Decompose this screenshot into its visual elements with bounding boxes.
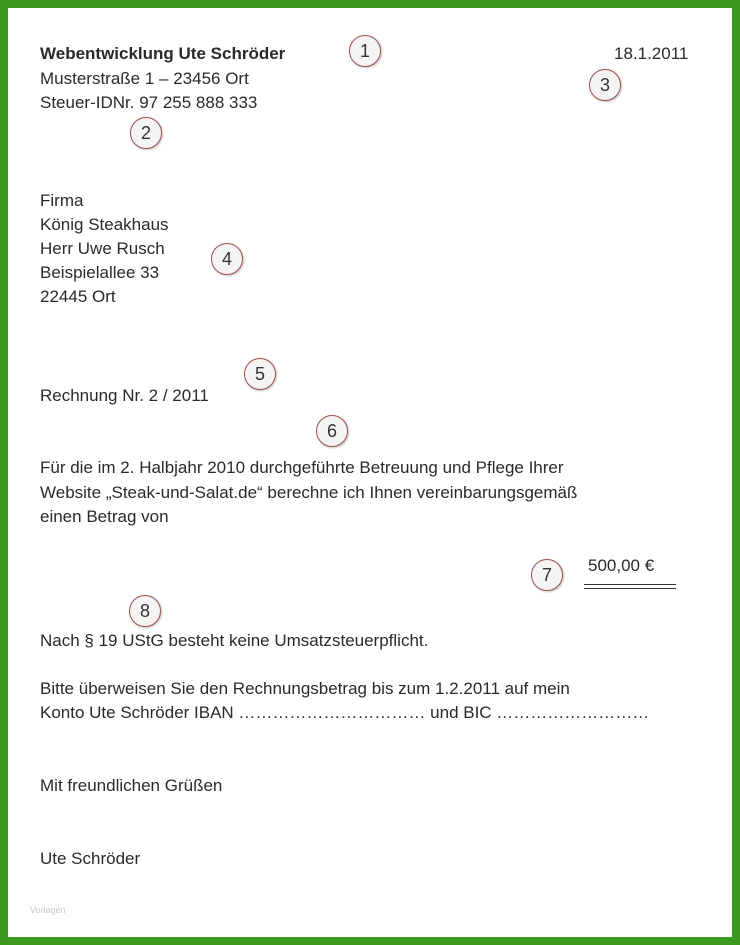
marker-5: 5 (244, 358, 276, 390)
recipient-line: Beispielallee 33 (40, 263, 160, 282)
recipient-line: 22445 Ort (40, 287, 116, 306)
watermark: Vorlagen (30, 905, 66, 915)
marker-4: 4 (211, 243, 243, 275)
invoice-amount: 500,00 € (588, 556, 655, 575)
invoice-date: 18.1.2011 (614, 44, 689, 63)
payment-text-line: Bitte überweisen Sie den Rechnungsbetrag bis zum 1.2.2011 auf mein (40, 679, 570, 698)
sender-tax-id: Steuer-IDNr. 97 255 888 333 (40, 93, 258, 112)
recipient-line: Firma (40, 191, 84, 210)
marker-8: 8 (129, 595, 161, 627)
marker-6: 6 (316, 415, 348, 447)
marker-2: 2 (130, 117, 162, 149)
marker-3: 3 (589, 69, 621, 101)
sender-address: Musterstraße 1 – 23456 Ort (40, 69, 249, 88)
tax-note: Nach § 19 UStG besteht keine Umsatzsteuerpflicht. (40, 631, 429, 650)
marker-1: 1 (349, 35, 381, 67)
marker-7: 7 (531, 559, 563, 591)
payment-text-line: Konto Ute Schröder IBAN …………………………… und BIC ……………………… (40, 703, 650, 722)
sender-name: Webentwicklung Ute Schröder (40, 44, 286, 63)
invoice-title: Rechnung Nr. 2 / 2011 (40, 386, 209, 405)
recipient-line: König Steakhaus (40, 215, 169, 234)
amount-double-underline (584, 584, 676, 589)
signature-name: Ute Schröder (40, 849, 141, 868)
body-text-line: Website „Steak-und-Salat.de“ berechne ich Ihnen vereinbarungsgemäß (40, 483, 578, 502)
recipient-line: Herr Uwe Rusch (40, 239, 165, 258)
closing-greeting: Mit freundlichen Grüßen (40, 776, 223, 795)
body-text-line: Für die im 2. Halbjahr 2010 durchgeführte Betreuung und Pflege Ihrer (40, 458, 564, 477)
body-text-line: einen Betrag von (40, 507, 169, 526)
invoice-page (8, 8, 732, 937)
